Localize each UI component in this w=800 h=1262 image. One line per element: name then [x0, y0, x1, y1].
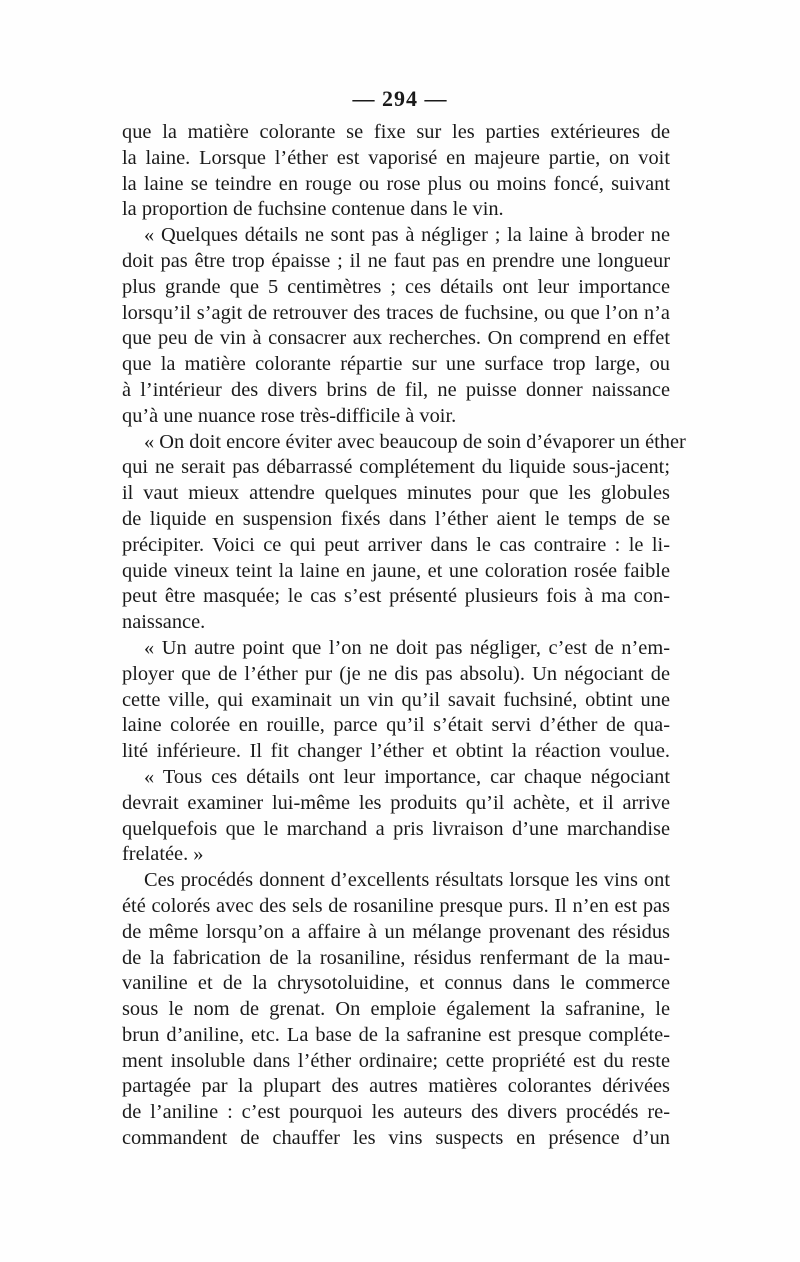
- text-line: lorsqu’il s’agit de retrouver des traces de fuchsine, ou que l’on n’a: [122, 301, 670, 324]
- text-line: été colorés avec des sels de rosaniline presque purs. Il n’en est pas: [122, 894, 670, 917]
- text-line: devrait examiner lui-même les produits qu’il achète, et il arrive: [122, 791, 670, 814]
- page-number: — 294 —: [352, 86, 448, 111]
- text-line: ployer que de l’éther pur (je ne dis pas absolu). Un négociant de: [122, 662, 670, 685]
- text-line: « On doit encore éviter avec beaucoup de soin d’évaporer un éther: [144, 430, 686, 453]
- text-line: doit pas être trop épaisse ; il ne faut pas en prendre une longueur: [122, 249, 670, 272]
- text-line: cette ville, qui examinait un vin qu’il savait fuchsiné, obtint une: [122, 688, 670, 711]
- text-line: « Un autre point que l’on ne doit pas négliger, c’est de n’em-: [144, 636, 670, 659]
- text-line: partagée par la plupart des autres matières colorantes dérivées: [122, 1075, 670, 1098]
- text-line: il vaut mieux attendre quelques minutes pour que les globules: [122, 482, 670, 505]
- text-line: de même lorsqu’on a affaire à un mélange provenant des résidus: [122, 920, 670, 943]
- text-line: brun d’aniline, etc. La base de la safranine est presque complétе-: [122, 1023, 670, 1046]
- body-text: [122, 120, 686, 1152]
- text-line: frelatée. »: [122, 843, 204, 866]
- text-line: naissance.: [122, 611, 206, 634]
- text-line: Ces procédés donnent d’excellents résultats lorsque les vins ont: [144, 869, 670, 892]
- text-line: la proportion de fuchsine contenue dans le vin.: [122, 198, 504, 221]
- text-line: la laine se teindre en rouge ou rose plus ou moins foncé, suivant: [122, 172, 670, 195]
- text-line: ment insoluble dans l’éther ordinaire; cette propriété est du reste: [122, 1049, 670, 1072]
- text-line: quide vineux teint la laine en jaune, et une coloration rosée faible: [122, 559, 670, 582]
- text-line: laine colorée en rouille, parce qu’il s’était servi d’éther de qua-: [122, 714, 670, 737]
- text-line: peut être masquée; le cas s’est présenté plusieurs fois à ma con-: [122, 585, 670, 608]
- text-line: de l’aniline : c’est pourquoi les auteurs des divers procédés re-: [122, 1101, 670, 1124]
- text-line: à l’intérieur des divers brins de fil, ne puisse donner naissance: [122, 378, 670, 401]
- text-line: quelquefois que le marchand a pris livraison d’une marchandise: [122, 817, 670, 840]
- text-line: « Quelques détails ne sont pas à négliger ; la laine à broder ne: [144, 224, 670, 247]
- text-line: précipiter. Voici ce qui peut arriver dans le cas contraire : le li-: [122, 533, 670, 556]
- text-line: de liquide en suspension fixés dans l’éther aient le temps de se: [122, 507, 670, 530]
- text-line: que peu de vin à consacrer aux recherches. On comprend en effet: [122, 327, 670, 350]
- text-line: commandent de chauffer les vins suspects en présence d’un: [122, 1127, 670, 1150]
- text-line: qu’à une nuance rose très-difficile à voir.: [122, 404, 457, 427]
- text-line: que la matière colorante répartie sur une surface trop large, ou: [122, 353, 670, 376]
- text-line: de la fabrication de la rosaniline, résidus renfermant de la mau-: [122, 946, 670, 969]
- text-line: sous le nom de grenat. On emploie également la safranine, le: [122, 998, 670, 1021]
- text-line: la laine. Lorsque l’éther est vaporisé en majeure partie, on voit: [122, 146, 670, 169]
- text-line: qui ne serait pas débarrassé complétement du liquide sous-jacent;: [122, 456, 670, 479]
- text-line: lité inférieure. Il fit changer l’éther et obtint la réaction voulue.: [122, 740, 670, 763]
- text-line: plus grande que 5 centimètres ; ces détails ont leur importance: [122, 275, 670, 298]
- text-line: « Tous ces détails ont leur importance, car chaque négociant: [144, 765, 670, 788]
- text-line: que la matière colorante se fixe sur les parties extérieures de: [122, 121, 670, 143]
- text-line: vaniline et de la chrysotoluidine, et connus dans le commerce: [122, 972, 670, 995]
